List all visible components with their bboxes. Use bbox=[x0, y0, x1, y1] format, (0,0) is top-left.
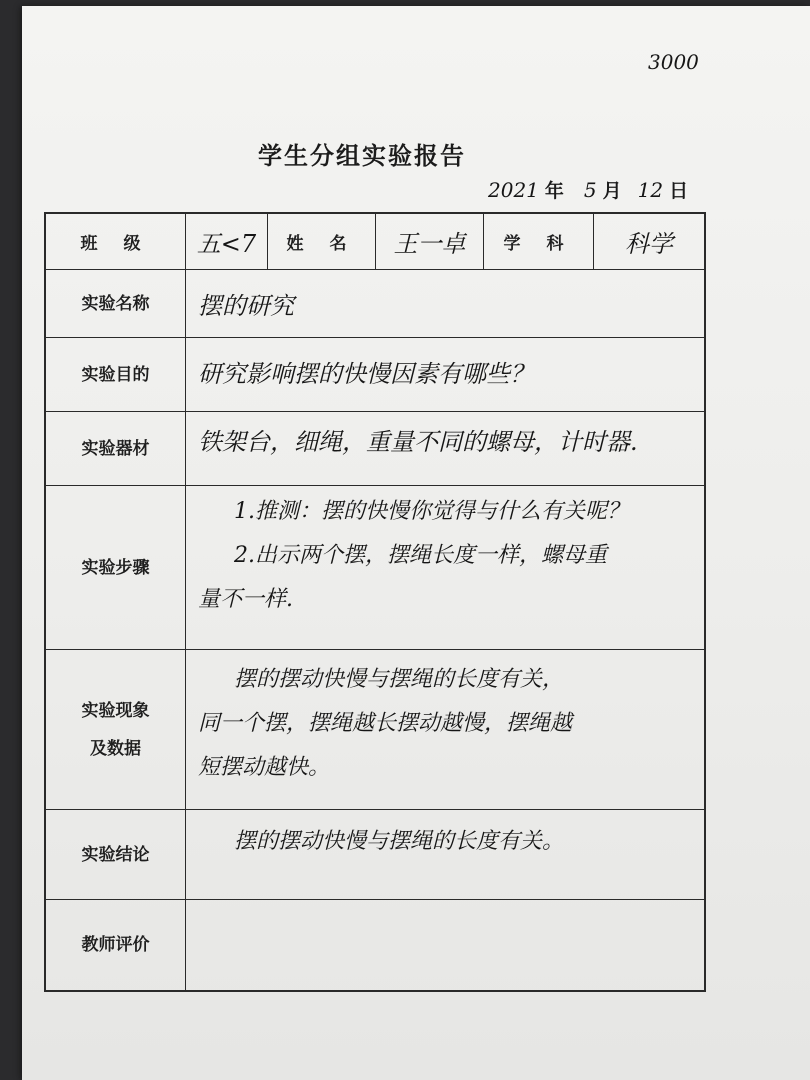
date-day: 12 bbox=[637, 178, 664, 202]
steps-line-1: 1.推测：摆的快慢你觉得与什么有关呢？ bbox=[234, 499, 629, 524]
teacher-comment-field[interactable] bbox=[188, 900, 704, 990]
conclusion-value: 摆的摆动快慢与摆绳的长度有关。 bbox=[234, 829, 565, 854]
equipment-label: 实验器材 bbox=[46, 412, 186, 485]
conclusion-label: 实验结论 bbox=[46, 810, 186, 899]
report-date bbox=[488, 176, 688, 206]
teacher-comment-row bbox=[46, 900, 704, 990]
phenomena-field[interactable] bbox=[188, 650, 704, 809]
experiment-name-label: 实验名称 bbox=[46, 270, 186, 337]
date-month-label: 月 bbox=[602, 180, 622, 202]
subject-field[interactable] bbox=[594, 214, 704, 269]
equipment-row bbox=[46, 412, 704, 486]
steps-line-2: 2.出示两个摆，摆绳长度一样，螺母重 bbox=[234, 543, 607, 568]
phenomena-line-1: 摆的摆动快慢与摆绳的长度有关， bbox=[234, 667, 565, 692]
name-value: 王一卓 bbox=[393, 230, 466, 258]
purpose-label: 实验目的 bbox=[46, 338, 186, 411]
date-day-label: 日 bbox=[669, 180, 689, 202]
phenomena-label bbox=[46, 650, 186, 809]
experiment-name-value: 摆的研究 bbox=[198, 292, 294, 320]
conclusion-row bbox=[46, 810, 704, 900]
phenomena-row bbox=[46, 650, 704, 810]
class-value: 五<7 bbox=[196, 230, 257, 258]
date-year-label: 年 bbox=[544, 180, 564, 202]
phenomena-label-line-2: 及数据 bbox=[90, 738, 141, 759]
header-row bbox=[46, 214, 704, 270]
steps-line-3: 量不一样. bbox=[198, 587, 293, 612]
equipment-field[interactable] bbox=[188, 412, 704, 485]
date-year: 2021 bbox=[488, 178, 539, 202]
class-field[interactable] bbox=[186, 214, 268, 269]
phenomena-line-3: 短摆动越快。 bbox=[198, 755, 331, 780]
class-label: 班 级 bbox=[46, 214, 186, 269]
purpose-row bbox=[46, 338, 704, 412]
steps-row bbox=[46, 486, 704, 650]
corner-note: 3000 bbox=[648, 50, 699, 74]
steps-field[interactable] bbox=[188, 486, 704, 649]
date-month: 5 bbox=[583, 178, 597, 202]
teacher-comment-label: 教师评价 bbox=[46, 900, 186, 990]
phenomena-label-line-1: 实验现象 bbox=[81, 700, 150, 721]
name-label: 姓 名 bbox=[268, 214, 376, 269]
steps-label: 实验步骤 bbox=[46, 486, 186, 649]
purpose-value: 研究影响摆的快慢因素有哪些？ bbox=[198, 360, 534, 388]
experiment-name-row bbox=[46, 270, 704, 338]
subject-value: 科学 bbox=[625, 230, 673, 258]
subject-label: 学 科 bbox=[484, 214, 594, 269]
phenomena-line-2: 同一个摆，摆绳越长摆动越慢，摆绳越 bbox=[198, 711, 573, 736]
report-form bbox=[44, 212, 706, 992]
page-title: 学生分组实验报告 bbox=[258, 142, 466, 170]
purpose-field[interactable] bbox=[188, 338, 704, 411]
experiment-name-field[interactable] bbox=[188, 270, 704, 337]
name-field[interactable] bbox=[376, 214, 484, 269]
conclusion-field[interactable] bbox=[188, 810, 704, 899]
equipment-value: 铁架台，细绳，重量不同的螺母，计时器. bbox=[198, 428, 638, 456]
